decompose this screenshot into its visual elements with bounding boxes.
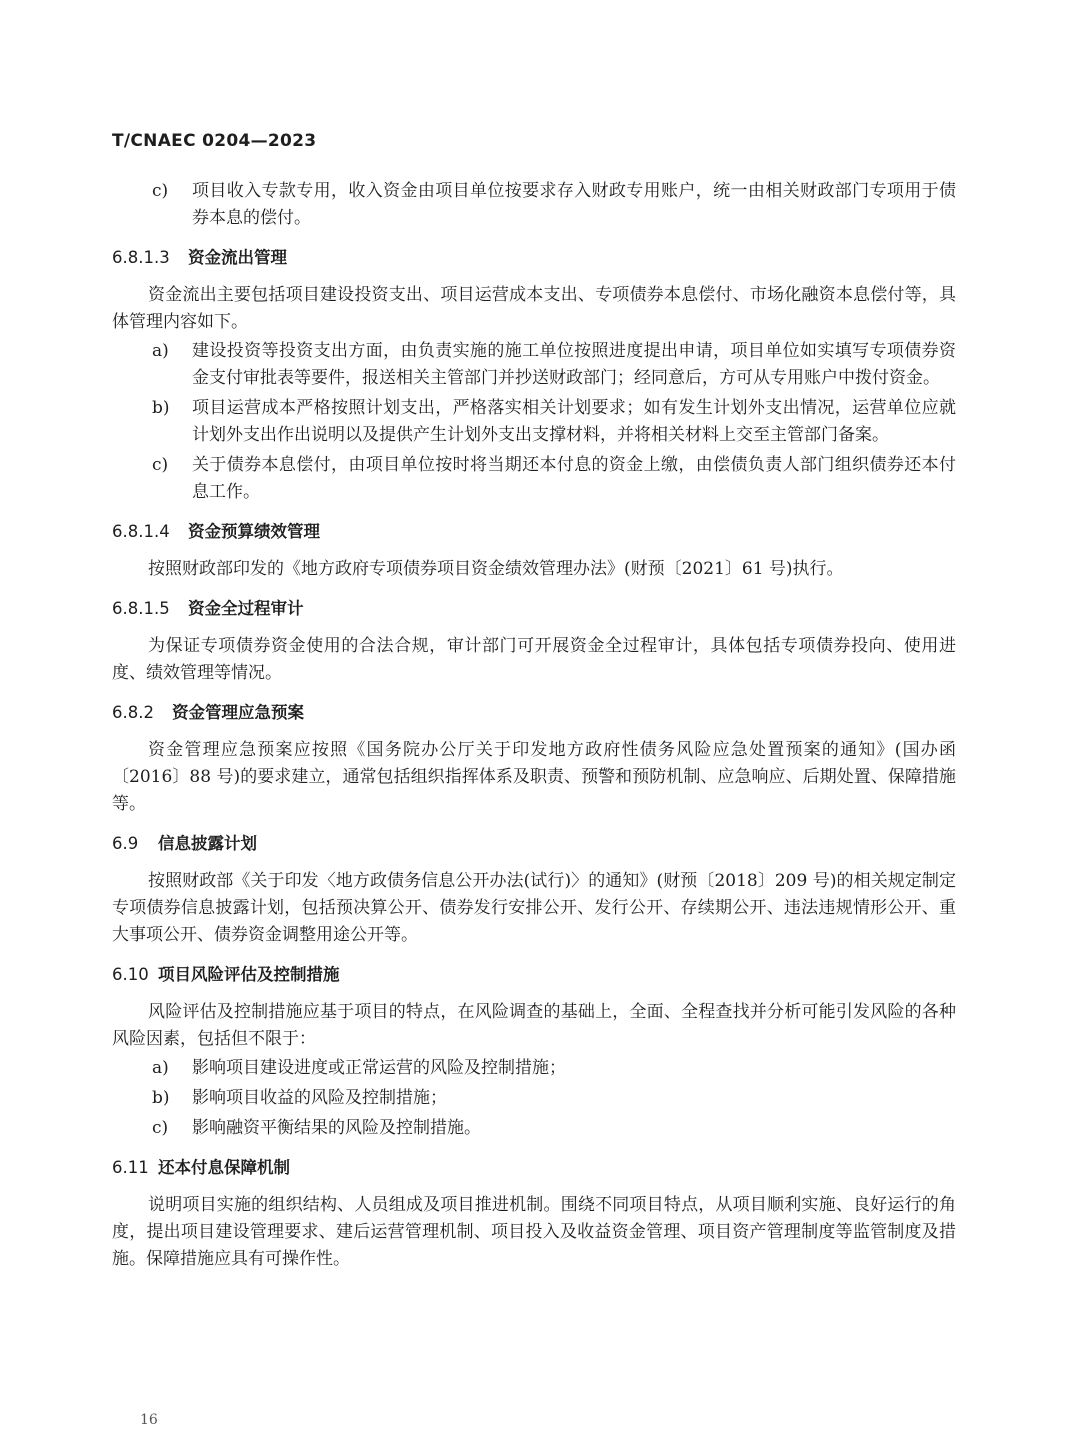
page-number: 16	[140, 1412, 158, 1428]
list-marker: c)	[152, 455, 169, 475]
paragraph: 按照财政部《关于印发〈地方政债务信息公开办法(试行)〉的通知》(财预〔2018〕209 号)的相关规定制定专项债券信息披露计划，包括预决算公开、债券发行安排公开、发行公开、存续期公开、违法违规情形公开、重大事项公开、债券资金调整用途公开等。	[112, 871, 956, 945]
list-item-text: 建设投资等投资支出方面，由负责实施的施工单位按照进度提出申请，项目单位如实填写专项债券资金支付审批表等要件，报送相关主管部门并抄送财政部门；经同意后，方可从专用账户中拨付资金。	[192, 341, 956, 388]
section-number: 6.8.1.4	[112, 522, 170, 541]
section-title: 信息披露计划	[158, 834, 257, 853]
list-item	[112, 1055, 956, 1082]
list-item-text: 影响项目收益的风险及控制措施；	[192, 1088, 447, 1108]
section-number: 6.9	[112, 834, 139, 853]
section-title: 资金管理应急预案	[172, 703, 304, 722]
paragraph: 资金流出主要包括项目建设投资支出、项目运营成本支出、专项债券本息偿付、市场化融资本息偿付等，具体管理内容如下。	[112, 285, 956, 332]
section-title: 资金预算绩效管理	[188, 522, 320, 541]
list-item	[112, 452, 956, 506]
section-number: 6.8.2	[112, 703, 154, 722]
list-marker: a)	[152, 1058, 169, 1078]
section-heading	[112, 520, 956, 544]
section-title: 资金全过程审计	[188, 599, 304, 618]
section-title: 项目风险评估及控制措施	[158, 965, 340, 984]
list-item-text: 项目收入专款专用，收入资金由项目单位按要求存入财政专用账户，统一由相关财政部门专项用于债券本息的偿付。	[192, 181, 956, 228]
section-number: 6.8.1.5	[112, 599, 170, 618]
list-item	[112, 1115, 956, 1142]
list-item	[112, 1085, 956, 1112]
section-heading	[112, 246, 956, 270]
list-item-text: 项目运营成本严格按照计划支出，严格落实相关计划要求；如有发生计划外支出情况，运营单位应就计划外支出作出说明以及提供产生计划外支出支撑材料，并将相关材料上交至主管部门备案。	[192, 398, 956, 445]
section-number: 6.8.1.3	[112, 248, 170, 267]
section-heading	[112, 1156, 956, 1180]
list-item	[112, 395, 956, 449]
list-marker: a)	[152, 341, 169, 361]
section-heading	[112, 832, 956, 856]
list-item-text: 影响融资平衡结果的风险及控制措施。	[192, 1118, 481, 1138]
section-number: 6.10	[112, 965, 149, 984]
list-marker: c)	[152, 181, 169, 201]
section-heading	[112, 963, 956, 987]
section-number: 6.11	[112, 1158, 149, 1177]
list-item-text: 关于债券本息偿付，由项目单位按时将当期还本付息的资金上缴，由偿债负责人部门组织债券还本付息工作。	[192, 455, 956, 502]
list-item	[112, 338, 956, 392]
list-marker: b)	[152, 398, 170, 418]
list-marker: b)	[152, 1088, 170, 1108]
section-title: 资金流出管理	[188, 248, 287, 267]
paragraph: 风险评估及控制措施应基于项目的特点，在风险调查的基础上，全面、全程查找并分析可能引发风险的各种风险因素，包括但不限于：	[112, 1002, 956, 1049]
section-heading	[112, 597, 956, 621]
paragraph: 按照财政部印发的《地方政府专项债券项目资金绩效管理办法》(财预〔2021〕61 号)执行。	[148, 559, 844, 579]
list-item-text: 影响项目建设进度或正常运营的风险及控制措施；	[192, 1058, 566, 1078]
section-heading	[112, 701, 956, 725]
paragraph: 资金管理应急预案应按照《国务院办公厅关于印发地方政府性债务风险应急处置预案的通知》(国办函〔2016〕88 号)的要求建立，通常包括组织指挥体系及职责、预警和预防机制、应急响应、后期处置、保障措施等。	[112, 740, 956, 814]
document-code: T/CNAEC 0204—2023	[112, 131, 317, 151]
list-item	[112, 178, 956, 232]
section-title: 还本付息保障机制	[158, 1158, 290, 1177]
paragraph: 为保证专项债券资金使用的合法合规，审计部门可开展资金全过程审计，具体包括专项债券投向、使用进度、绩效管理等情况。	[112, 636, 956, 683]
document-body	[112, 178, 956, 1275]
paragraph: 说明项目实施的组织结构、人员组成及项目推进机制。围绕不同项目特点，从项目顺利实施、良好运行的角度，提出项目建设管理要求、建后运营管理机制、项目投入及收益资金管理、项目资产管理制度等监管制度及措施。保障措施应具有可操作性。	[112, 1195, 956, 1269]
list-marker: c)	[152, 1118, 169, 1138]
